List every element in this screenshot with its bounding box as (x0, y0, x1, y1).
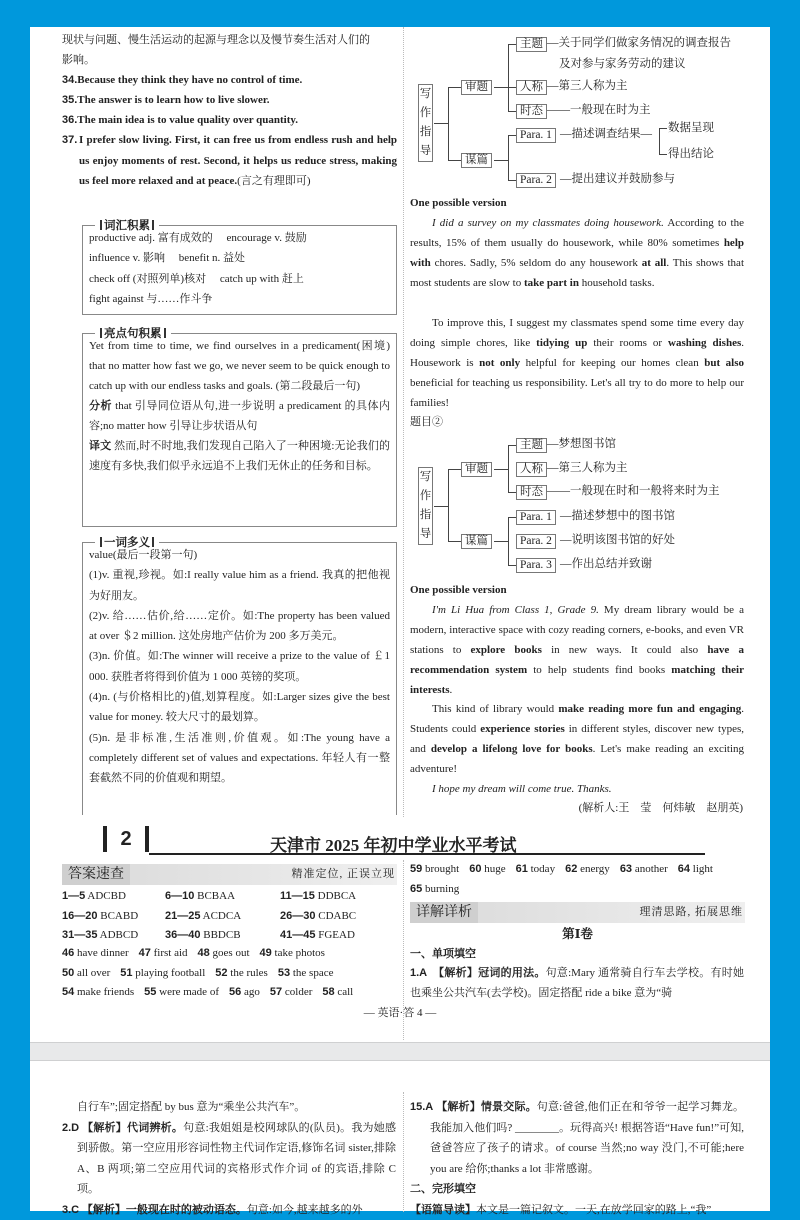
mindmap-text: ——一般现在时和一般将来时为主 (547, 485, 720, 498)
mindmap-text: 数据呈现 (668, 122, 714, 135)
next-page-right-column (410, 1097, 744, 1220)
answer-number: 61 (516, 863, 528, 875)
answer-row (62, 926, 390, 945)
sentence-box (82, 333, 397, 527)
mindmap-node-shenti: 审题 (461, 462, 492, 477)
vocab-row: influence v. 影响 benefit n. 益处 (89, 248, 245, 268)
answer-item (278, 964, 334, 983)
page-separator (30, 1042, 770, 1061)
answer-item (678, 860, 713, 879)
answer-value: ADBCD (97, 929, 138, 941)
mindmap-text: ——一般现在时为主 (547, 104, 651, 117)
continued-text: 现状与问题、慢生活运动的起源与理念以及慢节奏生活对人们的 (62, 30, 370, 50)
answer-number: 60 (469, 863, 481, 875)
essay-text: According to the results, 15% of them usually do housework, while 80% sometimes (410, 217, 744, 249)
answer-35: 35.The answer is to learn how to live slower. (62, 90, 270, 110)
polysemy-item: (5)n. 是非标准,生活准则,价值观。如:The young have a completely different set of values and expectations. 年轻人有一整套截然不同的价值观和期望。 (89, 728, 390, 789)
answer-number: 63 (620, 863, 632, 875)
answer-item (144, 983, 219, 1002)
answer-value: colder (282, 986, 312, 998)
answer-item (62, 983, 134, 1002)
mindmap-text: —第三人称为主 (547, 80, 628, 93)
mindmap-text: —梦想图书馆 (547, 438, 616, 451)
mindmap-node-shenti: 审题 (461, 80, 492, 95)
answer-item (62, 907, 165, 926)
key-phrase: explore books (471, 644, 542, 656)
mindmap-node-shitai: 时态 (516, 104, 547, 119)
mindmap-root: 写作指导 (418, 84, 433, 162)
key-phrase: matching their interests (410, 664, 744, 696)
key-phrase: help with (410, 237, 744, 269)
answer-number: 62 (565, 863, 577, 875)
answer-item (410, 880, 459, 899)
answer-row (62, 907, 390, 926)
essay-heading: One possible version (410, 580, 507, 600)
key-phrase: washing dishes (668, 337, 741, 349)
polysemy-head: value(最后一段第一句) (89, 545, 390, 565)
answer-row (410, 880, 469, 899)
answer-number: 54 (62, 986, 74, 998)
answer-item (165, 907, 280, 926)
answer-number: 58 (322, 986, 334, 998)
question-3-analysis: 3.C 【解析】一般现在时的被动语态。句意:如今,越来越多的外 (62, 1200, 396, 1220)
mindmap-node-moupian: 谋篇 (461, 153, 492, 168)
essay-text: in new ways. It could also (542, 644, 707, 656)
answer-number: 64 (678, 863, 690, 875)
answer-value: BCBAA (194, 890, 235, 902)
quick-answer-label: 答案速查 (62, 864, 130, 885)
key-phrase: but also (704, 357, 744, 369)
answer-item (120, 964, 205, 983)
mindmap-text: —提出建议并鼓励参与 (560, 173, 675, 186)
answer-value: the space (290, 967, 333, 979)
answer-number: 6—10 (165, 890, 194, 902)
next-page-left-column (62, 1097, 396, 1220)
vocab-row: check off (对照列单)核对 catch up with 赶上 (89, 269, 304, 289)
section-title: 天津市 2025 年初中学业水平考试 (270, 831, 517, 856)
mindmap-node-zhuti: 主题 (516, 438, 547, 453)
answer-number: 51 (120, 967, 132, 979)
mindmap-node-para1: Para. 1 (516, 510, 556, 525)
essay-text: to help students find books (527, 664, 671, 676)
answer-value: ago (241, 986, 260, 998)
answer-number: 48 (198, 947, 210, 959)
answer-item (516, 860, 555, 879)
key-phrase: develop a lifelong love for books (431, 743, 593, 755)
answer-item (62, 887, 165, 906)
answer-item (62, 926, 165, 945)
vocab-box (82, 225, 397, 315)
essay-paragraph (410, 699, 744, 779)
answer-item (139, 944, 188, 963)
essay-heading: One possible version (410, 193, 507, 213)
answer-value: today (528, 863, 555, 875)
answer-value: huge (481, 863, 505, 875)
part-heading: 一、单项填空 (410, 944, 476, 964)
page-footer: — 英语·答 4 — (30, 1003, 770, 1023)
key-phrase: take part in (524, 277, 579, 289)
answer-row (410, 860, 723, 879)
essay-text: I hope my dream will come true. Thanks. (432, 783, 612, 795)
polysemy-item: (2)v. 给……估价,给……定价。如:The property has been valued at over ＄2 million. 这处房地产估价为 200 多万美元。 (89, 606, 390, 647)
answer-value: ADCBD (85, 890, 126, 902)
answer-row (62, 887, 390, 906)
detail-analysis-subtitle: 理清思路, 拓展思维 (640, 902, 744, 923)
question-2-analysis: 2.D 【解析】代词辨析。句意:我姐姐是校网球队的(队员)。我为她感到骄傲。第一空应用形容词性物主代词作定语,修饰名词 sister,排除 A、B 两项;第二空应用代词的宾格形式作介词 of 的宾语,排除 C 项。 (62, 1118, 396, 1200)
topic-label: 题目② (410, 412, 443, 432)
answer-row (62, 983, 363, 1002)
answer-number: 53 (278, 967, 290, 979)
essay-text: This kind of library would (432, 703, 558, 715)
polysemy-item: (3)n. 价值。如:The winner will receive a prize to the value of ￡1 000. 获胜者将得到价值为 1 000 英镑的奖项。 (89, 646, 390, 687)
mindmap-text: 得出结论 (668, 148, 714, 161)
essay-paragraph (410, 213, 744, 293)
answer-number: 31—35 (62, 929, 97, 941)
answer-item (62, 964, 110, 983)
essay-text: . Let's make reading an exciting adventure! (410, 743, 744, 775)
answer-item (165, 887, 280, 906)
analysis-continued: 自行车”;固定搭配 by bus 意为“乘坐公共汽车”。 (62, 1097, 396, 1118)
answer-value: energy (577, 863, 609, 875)
mindmap-text: —描述梦想中的图书馆 (560, 510, 675, 523)
mindmap-node-para1: Para. 1 (516, 128, 556, 143)
essay-text: helpful for keeping our homes clean (520, 357, 704, 369)
mindmap-node-para2: Para. 2 (516, 173, 556, 188)
essay-paragraph (410, 779, 744, 799)
essay-text: . This shows that most students are slow to (410, 257, 744, 289)
essay-text: . Students could (410, 703, 744, 735)
answer-item (62, 944, 129, 963)
answer-item (469, 860, 505, 879)
essay-text: . Housework is (410, 337, 744, 369)
answer-number: 59 (410, 863, 422, 875)
question-15-analysis: 15.A 【解析】情景交际。句意:爸爸,他们正在和爷爷一起学习舞龙。我能加入他们吗? ________。玩得高兴! 根据答语“Have fun!”可知,爸爸答应了孩子的请求。of course 当然;no way 没门,不可能;here you are 给你;thanks a lot 非常感谢。 (410, 1097, 744, 1179)
credit: (解析人:王 莹 何炜敏 赵朋英) (579, 798, 743, 818)
answer-item (165, 926, 280, 945)
answer-value: playing football (133, 967, 206, 979)
essay-text: I'm Li Hua from Class 1, Grade 9. (432, 604, 599, 616)
answer-number: 36—40 (165, 929, 200, 941)
answer-number: 55 (144, 986, 156, 998)
answer-value: make friends (74, 986, 134, 998)
answer-36: 36.The main idea is to value quality over quantity. (62, 110, 298, 130)
question-1-analysis: 1.A 【解析】冠词的用法。句意:Mary 通常骑自行车去学校。有时她也乘坐公共汽车(去学校)。固定搭配 ride a bike 意为“骑 (410, 963, 744, 1003)
essay-text: household tasks. (579, 277, 654, 289)
answer-item (280, 887, 390, 906)
detail-analysis-bar (410, 902, 745, 923)
answer-item (322, 983, 353, 1002)
vocab-row: productive adj. 富有成效的 encourage v. 鼓励 (89, 228, 307, 248)
answer-value: BBDCB (200, 929, 240, 941)
essay-text: chores. Sadly, 5% seldom do any housework (431, 257, 642, 269)
answer-number: 50 (62, 967, 74, 979)
answer-number: 65 (410, 883, 422, 895)
mindmap-text: —第三人称为主 (547, 462, 628, 475)
key-phrase: make reading more fun and engaging (558, 703, 741, 715)
answer-value: have dinner (74, 947, 128, 959)
quick-answer-subtitle: 精准定位, 正误立现 (292, 864, 396, 885)
answer-number: 16—20 (62, 910, 97, 922)
translation: 译文 然而,时不时地,我们发现自己陷入了一种困境:无论我们的速度有多快,我们似乎永远追不上我们无休止的任务和目标。 (89, 436, 390, 476)
essay-text: beneficial for teaching us responsibility. Let's all try to do more to help our families! (410, 377, 744, 409)
answer-number: 57 (270, 986, 282, 998)
answer-number: 21—25 (165, 910, 200, 922)
answer-number: 26—30 (280, 910, 315, 922)
polysemy-item: (4)n. (与价格相比的)值,划算程度。如:Larger sizes give the best value for money. 较大尺寸的最划算。 (89, 687, 390, 728)
answer-item (270, 983, 312, 1002)
part-heading: 二、完形填空 (410, 1179, 744, 1200)
answer-item (198, 944, 250, 963)
answer-number: 56 (229, 986, 241, 998)
section-number: 2 (103, 826, 149, 852)
answer-value: call (335, 986, 354, 998)
volume-heading: 第Ⅰ卷 (410, 924, 745, 944)
essay-text: I did a survey on my classmates doing housework. (432, 217, 664, 229)
polysemy-box (82, 542, 397, 815)
answer-item (260, 944, 325, 963)
answer-number: 49 (260, 947, 272, 959)
answer-34: 34.Because they think they have no control of time. (62, 70, 302, 90)
answer-value: light (690, 863, 713, 875)
analysis: 分析 that 引导同位语从句,进一步说明 a predicament 的具体内容;no matter how 引导让步状语从句 (89, 396, 390, 436)
essay-text: their rooms or (587, 337, 668, 349)
column-divider (403, 1092, 404, 1212)
answer-value: first aid (151, 947, 188, 959)
answer-item (229, 983, 260, 1002)
mindmap-text: 及对参与家务劳动的建议 (559, 58, 686, 71)
polysemy-item: (1)v. 重视,珍视。如:I really value him as a friend. 我真的把他视为好朋友。 (89, 565, 390, 606)
mindmap-node-shitai: 时态 (516, 485, 547, 500)
answer-number: 1—5 (62, 890, 85, 902)
answer-item (280, 926, 390, 945)
mindmap-node-rencheng: 人称 (516, 80, 547, 95)
mindmap-node-rencheng: 人称 (516, 462, 547, 477)
key-phrase: experience stories (480, 723, 565, 735)
continued-text: 影响。 (62, 50, 95, 70)
key-phrase: tidying up (536, 337, 587, 349)
answer-value: another (632, 863, 668, 875)
mindmap-text: —描述调查结果— (560, 128, 652, 141)
answer-value: ACDCA (200, 910, 241, 922)
writing-guide-mindmap-1 (410, 27, 755, 197)
answer-value: burning (422, 883, 459, 895)
essay-paragraph (410, 313, 744, 413)
answer-value: BCABD (97, 910, 138, 922)
essay-text: in different styles, discover new types, and (410, 723, 744, 755)
mindmap-text: —关于同学们做家务情况的调查报告 (547, 37, 731, 50)
vocab-box-title: 词汇积累 (95, 218, 159, 232)
key-phrase: not only (479, 357, 520, 369)
answer-item (620, 860, 668, 879)
answer-item (215, 964, 268, 983)
answer-number: 46 (62, 947, 74, 959)
answer-value: CDABC (315, 910, 356, 922)
passage-guide: 【语篇导读】本文是一篇记叙文。一天,在放学回家的路上,“我” (410, 1200, 744, 1220)
answer-value: FGEAD (315, 929, 354, 941)
answer-value: all over (74, 967, 110, 979)
essay-text: To improve this, I suggest my classmates spend some time every day doing simple chores, like (410, 317, 744, 349)
answer-row (62, 944, 335, 963)
mindmap-node-moupian: 谋篇 (461, 534, 492, 549)
answer-value: the rules (228, 967, 268, 979)
answer-value: take photos (272, 947, 325, 959)
mindmap-text: —说明该图书馆的好处 (560, 534, 675, 547)
mindmap-text: —作出总结并致谢 (560, 558, 652, 571)
column-divider (403, 27, 404, 817)
detail-analysis-label: 详解详析 (410, 902, 478, 923)
answer-number: 52 (215, 967, 227, 979)
essay-paragraph (410, 600, 744, 700)
mindmap-node-para2: Para. 2 (516, 534, 556, 549)
answer-item (410, 860, 459, 879)
answer-row (62, 964, 343, 983)
answer-item (280, 907, 390, 926)
mindmap-node-zhuti: 主题 (516, 37, 547, 52)
answer-37: 37. I prefer slow living. First, it can free us from endless rush and help us enjoy moments of rest. Second, it helps us reduce stress, making us feel more relaxed and at peace.(言之有理即可) (62, 130, 397, 192)
key-phrase: have a recommendation system (410, 644, 744, 676)
writing-guide-mindmap-2 (410, 432, 755, 582)
answer-value: DDBCA (315, 890, 356, 902)
key-phrase: at all (642, 257, 667, 269)
highlight-sentence: Yet from time to time, we find ourselves in a predicament(困境) that no matter how fast we go, we never seem to be quick enough to catch up with our endless tasks and goals. (第二段最后一句) (89, 336, 390, 396)
polysemy-box-title: 一词多义 (95, 535, 159, 549)
mindmap-root: 写作指导 (418, 467, 433, 545)
answer-page (30, 27, 770, 1211)
essay-text: . (450, 684, 453, 696)
essay-text: My dream library would be a modern, interactive space with cozy reading corners, e-books, and even VR stations to (410, 604, 744, 656)
quick-answer-bar (62, 864, 397, 885)
answer-value: goes out (210, 947, 250, 959)
answer-value: were made of (156, 986, 219, 998)
mindmap-node-para3: Para. 3 (516, 558, 556, 573)
answer-value: brought (422, 863, 459, 875)
vocab-row: fight against 与……作斗争 (89, 289, 212, 309)
answer-number: 47 (139, 947, 151, 959)
answer-number: 11—15 (280, 890, 315, 902)
answer-item (565, 860, 610, 879)
sentence-box-title: 亮点句积累 (95, 326, 171, 340)
answer-number: 41—45 (280, 929, 315, 941)
